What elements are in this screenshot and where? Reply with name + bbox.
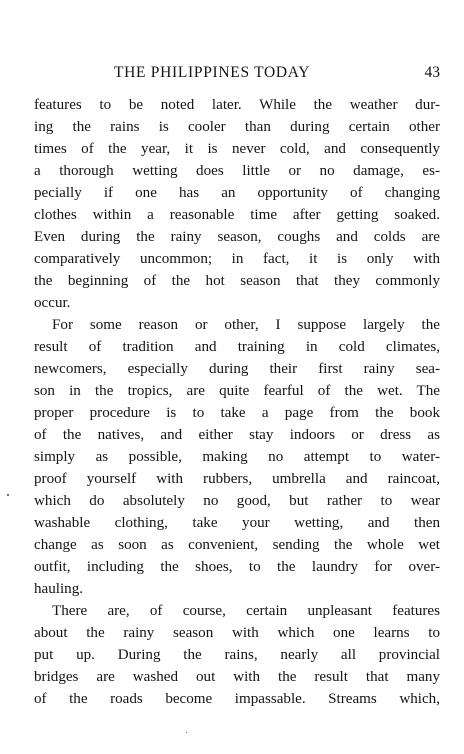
text-line: newcomers, especially during their first rainy sea- (34, 361, 440, 377)
text-line: comparatively uncommon; in fact, it is only with (34, 251, 440, 267)
running-head (34, 64, 440, 84)
text-line: proof yourself with rubbers, umbrella and raincoat, (34, 471, 440, 487)
text-line: clothes within a reasonable time after getting soaked. (34, 207, 440, 223)
text-line: of the roads become impassable. Streams which, (34, 691, 440, 707)
text-line: about the rainy season with which one learns to (34, 625, 440, 641)
text-line: result of tradition and training in cold climates, (34, 339, 440, 355)
text-line: which do absolutely no good, but rather to wear (34, 493, 440, 509)
running-title: THE PHILIPPINES TODAY (114, 64, 311, 81)
text-line: of the natives, and either stay indoors or dress as (34, 427, 440, 443)
text-line: features to be noted later. While the weather dur- (34, 97, 440, 113)
page-number: 43 (424, 64, 440, 81)
text-line: put up. During the rains, nearly all provincial (34, 647, 440, 663)
text-line: Even during the rainy season, coughs and colds are (34, 229, 440, 245)
text-line: There are, of course, certain unpleasant features (52, 603, 440, 619)
text-line: washable clothing, take your wetting, and then (34, 515, 440, 531)
text-line: the beginning of the hot season that they commonly (34, 273, 440, 289)
text-line: pecially if one has an opportunity of changing (34, 185, 440, 201)
text-line: outfit, including the shoes, to the laundry for over- (34, 559, 440, 575)
text-line: hauling. (34, 581, 84, 597)
text-line: times of the year, it is never cold, and consequently (34, 141, 440, 157)
scan-speck (7, 494, 9, 496)
text-line: bridges are washed out with the result that many (34, 669, 440, 685)
text-line: a thorough wetting does little or no damage, es- (34, 163, 440, 179)
scan-speck (186, 732, 187, 733)
text-line: change as soon as convenient, sending the whole wet (34, 537, 440, 553)
text-line: son in the tropics, are quite fearful of the wet. The (34, 383, 440, 399)
text-line: proper procedure is to take a page from the book (34, 405, 440, 421)
text-line: For some reason or other, I suppose largely the (52, 317, 440, 333)
text-line: occur. (34, 295, 71, 311)
text-line: ing the rains is cooler than during certain other (34, 119, 440, 135)
text-line: simply as possible, making no attempt to water- (34, 449, 440, 465)
